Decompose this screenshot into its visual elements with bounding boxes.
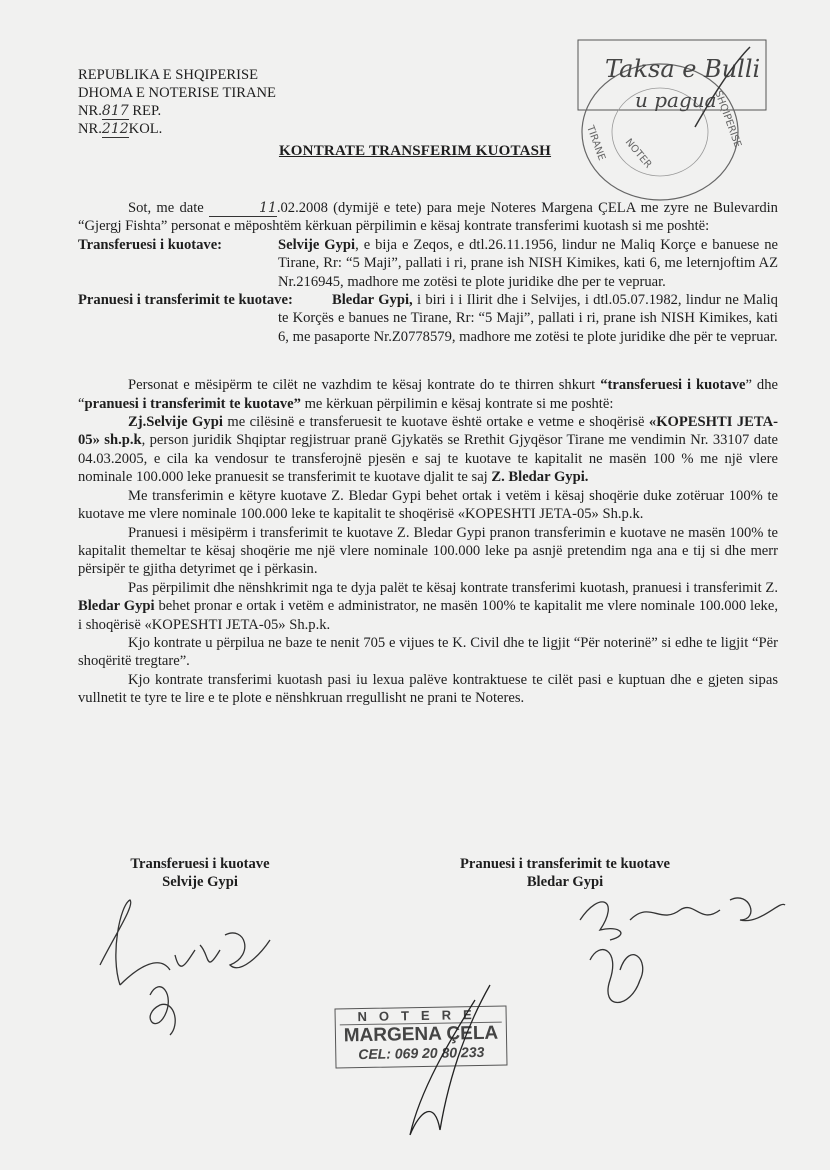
party-details <box>278 291 778 346</box>
text-bold: Bledar Gypi <box>78 598 155 615</box>
party-name: Selvije Gypi <box>278 236 356 253</box>
signature-role: Pranuesi i transferimit te kuotave <box>460 856 670 872</box>
party-details <box>278 236 778 291</box>
handwritten-rep-number: 817 <box>101 103 129 119</box>
header-nr-kol <box>78 120 276 138</box>
signature-block-transferor <box>100 855 300 891</box>
party-info: , e bija e Zeqos, e dtl.26.11.1956, lindur ne Maliq Korçe e banuese ne Tirane, Rr: “5 Maji”, pallati i ri, prane ish NISH Kimikes, kati 6, me leternjoftim AZ Nr.216945, madhore me zotësi te plote juridike dhe per te vepruar. <box>278 236 778 290</box>
paragraph-closing: Kjo kontrate transferimi kuotash pasi iu lexua palëve kontraktuese te cilët pasi e kuptuan dhe e gjeten sipas vullnetit te tyre te lire e te plote e nënshkruan rregullisht ne prani te Noteres. <box>78 671 778 707</box>
intro-text: .02.2008 (dymijë e tete) para meje Noteres Margena ÇELA me zyre ne Bulevardin “Gjergj Fishta” personat e mëposhtëm kërkuan përpilimin e kësaj kontrate transferimi kuotash si me poshtë: <box>78 200 778 235</box>
document-title: KONTRATE TRANSFERIM KUOTASH <box>278 143 552 159</box>
text-bold: “transferuesi i kuotave <box>600 377 746 394</box>
handwritten-signature-selvije <box>80 895 300 1045</box>
paragraph-result <box>78 579 778 634</box>
stamp-phone: CEL: 069 20 80 233 <box>358 1043 485 1063</box>
party-label: Pranuesi i transferimit te kuotave: <box>78 292 293 309</box>
paragraph-legal-basis: Kjo kontrate u përpilua ne baze te nenit 705 e vijues te K. Civil dhe te ligjit “Për noterinë” si edhe te ligjit “Për shoqëritë tregtare”. <box>78 634 778 670</box>
svg-text:TIRANE: TIRANE <box>584 124 607 163</box>
notary-signature <box>380 980 520 1140</box>
signature-name: Selvije Gypi <box>162 874 238 890</box>
text: Pas përpilimit dhe nënshkrimit nga te dyja palët te kësaj kontrate transferimi kuotash, pranuesi i transferimit Z. <box>128 579 778 596</box>
stamp-notary-name: MARGENA ÇELA <box>343 1022 499 1047</box>
notary-round-stamp <box>565 32 770 202</box>
handwritten-date-day: 11 <box>209 201 277 217</box>
text: ” dhe “ <box>78 377 778 412</box>
paragraph-acceptance: Pranuesi i mësipërm i transferimit te kuotave Z. Bledar Gypi pranon transferimin e kuotave ne masën 100% te kapitalit themeltar te kësaj shoqërie me një vlere nominale 100.000 leke pa asnjë pretendim nga ana e tij si dhe merr përsipër te gjitha detyrimet qe i përkasin. <box>78 524 778 578</box>
svg-text:Taksa e Bulli: Taksa e Bulli <box>605 55 761 83</box>
header-republic: REPUBLIKA E SHQIPERISE <box>78 67 259 83</box>
nr-suffix: REP. <box>132 103 162 119</box>
svg-text:SHQIPERISE: SHQIPERISE <box>712 89 743 150</box>
handwritten-signature-bledar <box>560 880 800 1030</box>
nr-prefix: NR. <box>78 103 102 119</box>
party-transferee <box>78 291 778 346</box>
stamp-title: NOTERE <box>340 1007 502 1026</box>
text-bold: Zj.Selvije Gypi <box>128 414 223 431</box>
text: , person juridik Shqiptar regjistruar pranë Gjykatës se Rrethit Gjyqësor Tirane me vendimin Nr. 33107 date 04.03.2005, e cila ka vendosur te transferojnë pjesën e saj te kuotave te kapitalit ne masën 100 % me një vlere nominale 100.000 leke pranuesit se transferimit te kuotave djalit te saj <box>78 432 778 486</box>
paragraph-definitions <box>78 376 778 413</box>
header-nr-rep <box>78 102 276 120</box>
document-header <box>78 66 276 138</box>
header-chamber: DHOMA E NOTERISE TIRANE <box>78 85 276 101</box>
text: me cilësinë e transferuesit te kuotave është ortake e vetme e shoqërisë <box>222 414 649 431</box>
paragraph-transfer: Me transferimin e këtyre kuotave Z. Bledar Gypi behet ortak i vetëm i kësaj shoqërie duke zotëruar 100% te kuotave me vlere nominale 100.000 leke te kapitalit te shoqërisë «KOPESHTI JETA-05» Sh.p.k. <box>78 487 778 523</box>
paragraph-ownership <box>78 413 778 487</box>
text-bold: pranuesi i transferimit te kuotave” <box>84 395 301 412</box>
text: me kërkuan përpilimin e kësaj kontrate si me poshtë: <box>300 395 614 412</box>
contract-body <box>78 199 778 708</box>
nr-prefix: NR. <box>78 121 102 137</box>
signature-role: Transferuesi i kuotave <box>130 856 270 872</box>
text-bold: Z. Bledar Gypi. <box>491 469 589 486</box>
text: Personat e mësipërm te cilët ne vazhdim te kësaj kontrate do te thirren shkurt <box>128 377 601 394</box>
party-label: Transferuesi i kuotave: <box>78 236 223 253</box>
party-transferor <box>78 236 778 291</box>
intro-paragraph <box>78 199 778 236</box>
svg-text:NOTER: NOTER <box>622 136 654 171</box>
nr-suffix: KOL. <box>128 121 163 137</box>
text-bold: «KOPESHTI JETA-05» sh.p.k <box>78 414 778 449</box>
text: behet pronar e ortak i vetëm e administrator, ne masën 100% te kapitalit me vlere nominale 100.000 leke, i shoqërisë «KOPESHTI JETA-05» Sh.p.k. <box>78 598 778 633</box>
svg-text:u pagua: u pagua <box>635 88 717 112</box>
intro-text: Sot, me date <box>128 200 204 216</box>
handwritten-kol-number: 212 <box>101 121 129 137</box>
signature-name: Bledar Gypi <box>526 874 604 890</box>
party-name: Bledar Gypi, <box>332 292 413 309</box>
party-info: i biri i i Ilirit dhe i Selvijes, i dtl.05.07.1982, lindur ne Maliq te Korçës e banues ne Tirane, Rr: “5 Maji”, pallati i ri, prane ish NISH Kimikes, kati 6, me pasaporte Nr.Z0778579, madhore me zotësi te plote juridike dhe për te vepruar. <box>278 292 778 345</box>
